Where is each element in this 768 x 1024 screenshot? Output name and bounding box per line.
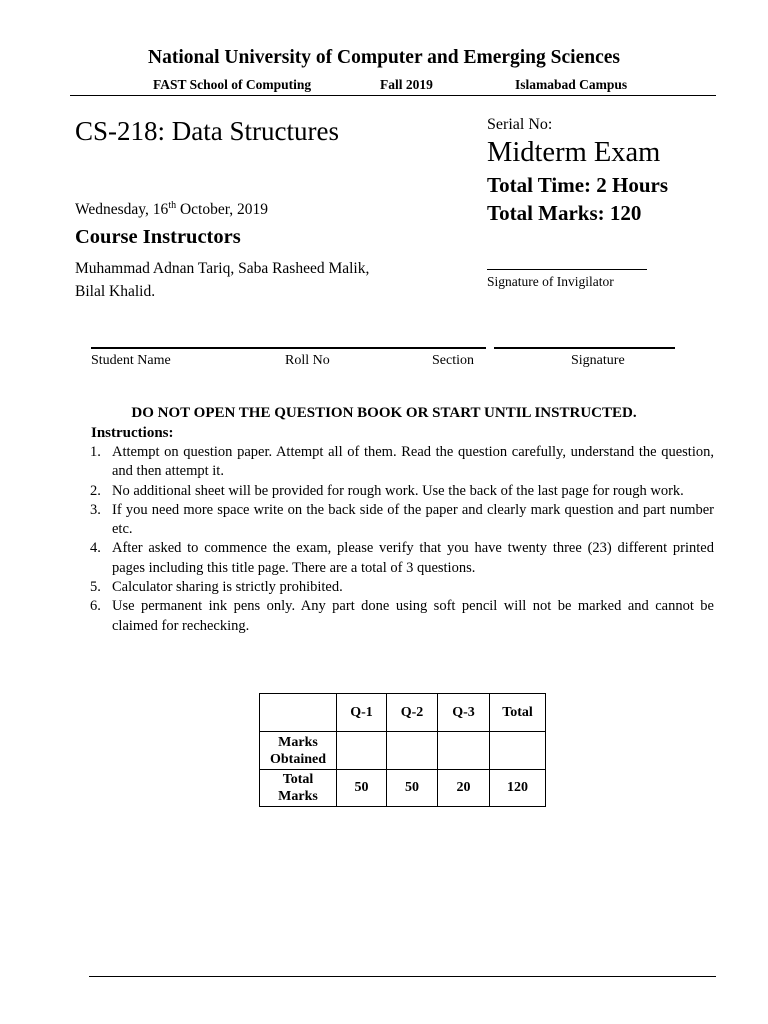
obtained-q2-cell[interactable] (387, 732, 438, 770)
header-q2: Q-2 (387, 694, 438, 732)
marks-obtained-label: Marks Obtained (260, 732, 337, 770)
do-not-open-warning: DO NOT OPEN THE QUESTION BOOK OR START UNTIL INSTRUCTED. (131, 405, 637, 421)
header-total: Total (490, 694, 546, 732)
instruction-item: 1. Attempt on question paper. Attempt all of them. Read the question carefully, understand the question, and then attempt it. (90, 444, 714, 480)
marks-obtained-row (260, 732, 546, 770)
instruction-item: 2. No additional sheet will be provided for rough work. Use the back of the last page for rough work. (90, 482, 684, 499)
instructors-heading: Course Instructors (75, 226, 241, 248)
instruction-item: 5. Calculator sharing is strictly prohibited. (90, 579, 343, 596)
student-signature-line[interactable] (494, 347, 675, 349)
total-q3-value: 20 (438, 770, 490, 807)
exam-date: Wednesday, 16th October, 2019 (75, 199, 269, 218)
total-marks-label: Total Marks (260, 770, 337, 807)
total-q1-value: 50 (337, 770, 387, 807)
instruction-item: 3. If you need more space write on the back side of the paper and clearly mark question and part number etc. (90, 501, 714, 538)
course-title: CS-218: Data Structures (75, 116, 339, 146)
roll-no-label: Roll No (285, 353, 330, 368)
total-marks-row (260, 770, 546, 807)
header-q1: Q-1 (337, 694, 387, 732)
student-signature-label: Signature (571, 353, 625, 368)
invigilator-signature-label: Signature of Invigilator (487, 274, 614, 289)
university-name: National University of Computer and Emerging Sciences (148, 47, 620, 68)
instructions-heading: Instructions: (91, 425, 174, 441)
school-name: FAST School of Computing (153, 77, 312, 92)
total-q2-value: 50 (387, 770, 438, 807)
marks-table-header-row (260, 694, 546, 732)
student-name-label: Student Name (91, 353, 171, 368)
obtained-q3-cell[interactable] (438, 732, 490, 770)
exam-term: Fall 2019 (380, 77, 433, 92)
student-info-line[interactable] (91, 347, 486, 349)
header-divider (70, 95, 716, 96)
instructors-line-1: Muhammad Adnan Tariq, Saba Rasheed Malik, (75, 260, 370, 277)
instructions-list (76, 443, 714, 636)
obtained-q1-cell[interactable] (337, 732, 387, 770)
total-overall-value: 120 (490, 770, 546, 807)
total-time: Total Time: 2 Hours (487, 173, 669, 197)
footer-divider (89, 976, 716, 977)
instructors-line-2: Bilal Khalid. (75, 283, 156, 300)
instruction-item: 6. Use permanent ink pens only. Any part done using soft pencil will not be marked and cannot be claimed for rechecking. (90, 598, 714, 634)
section-label: Section (432, 353, 474, 368)
serial-number-label: Serial No: (487, 116, 553, 133)
campus-name: Islamabad Campus (515, 77, 628, 92)
total-marks: Total Marks: 120 (487, 201, 642, 225)
marks-table-corner-cell (260, 694, 337, 732)
obtained-total-cell[interactable] (490, 732, 546, 770)
invigilator-signature-line[interactable] (487, 269, 647, 270)
exam-name: Midterm Exam (487, 137, 661, 168)
instruction-item: 4. After asked to commence the exam, please verify that you have twenty three (23) different printed pages including this title page. There are a total of 3 questions. (90, 540, 714, 576)
header-q3: Q-3 (438, 694, 490, 732)
instructors-names (75, 257, 475, 303)
marks-table (259, 693, 546, 807)
